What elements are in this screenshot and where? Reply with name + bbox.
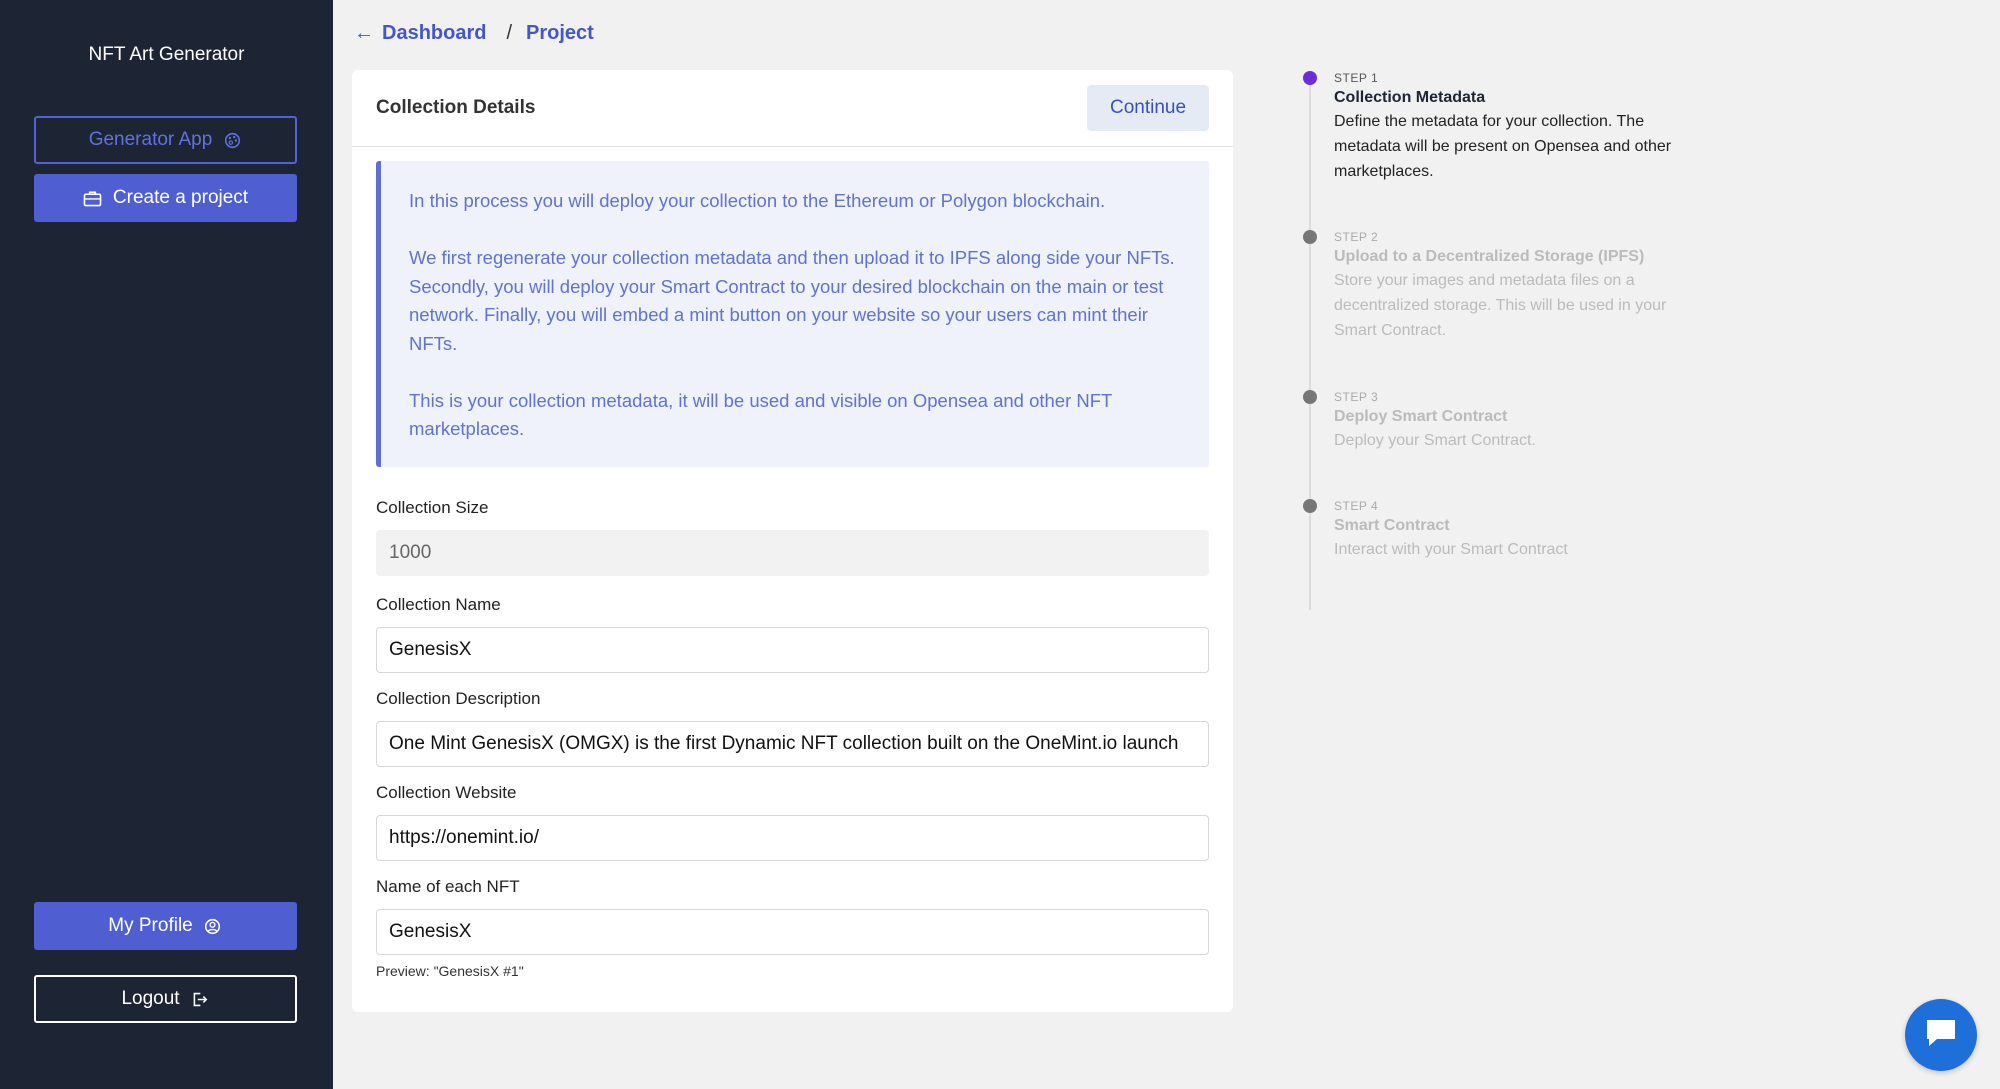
breadcrumb-dashboard[interactable]: Dashboard bbox=[382, 22, 487, 44]
step-number: STEP 4 bbox=[1334, 499, 1379, 513]
breadcrumb-project[interactable]: Project bbox=[526, 22, 594, 44]
card-title: Collection Details bbox=[376, 97, 536, 118]
info-paragraph: We first regenerate your collection metadata and then upload it to IPFS along side your NFTs. Secondly, you will deploy your Smart Contract to your desired blockchain on the main or test network. Finally, you will embed a mint button on your website so your users can mint their NFTs. bbox=[409, 247, 1175, 354]
breadcrumb bbox=[354, 22, 594, 45]
collection-name-label: Collection Name bbox=[376, 595, 501, 614]
step-description: Define the metadata for your collection. The metadata will be present on Opensea and other marketplaces. bbox=[1334, 113, 1672, 180]
palette-icon bbox=[222, 130, 242, 150]
step-dot bbox=[1303, 230, 1317, 244]
logout-label: Logout bbox=[121, 988, 180, 1009]
my-profile-button[interactable] bbox=[34, 902, 297, 950]
collection-website-field[interactable]: https://onemint.io/ bbox=[376, 815, 1209, 861]
step-number: STEP 2 bbox=[1334, 230, 1379, 244]
collection-description-label: Collection Description bbox=[376, 689, 541, 708]
chat-button[interactable] bbox=[1905, 999, 1977, 1071]
arrow-left-icon[interactable]: ← bbox=[354, 22, 374, 44]
step-description: Interact with your Smart Contract bbox=[1334, 541, 1568, 558]
collection-website-label: Collection Website bbox=[376, 783, 517, 802]
nft-name-field[interactable]: GenesisX bbox=[376, 909, 1209, 955]
step-name: Upload to a Decentralized Storage (IPFS) bbox=[1334, 248, 1645, 265]
info-paragraph: This is your collection metadata, it will be used and visible on Opensea and other NFT marketplaces. bbox=[409, 389, 1113, 439]
stepper-line bbox=[1309, 78, 1311, 610]
step-name: Smart Contract bbox=[1334, 517, 1450, 534]
chat-icon bbox=[1923, 1016, 1959, 1055]
collection-details-card bbox=[352, 70, 1233, 1012]
briefcase-icon bbox=[83, 188, 103, 208]
generator-app-button[interactable] bbox=[34, 116, 297, 164]
info-paragraph: In this process you will deploy your collection to the Ethereum or Polygon blockchain. bbox=[409, 190, 1106, 211]
breadcrumb-separator: / bbox=[506, 22, 513, 44]
step-dot bbox=[1303, 390, 1317, 404]
info-box bbox=[376, 161, 1209, 467]
step-name: Deploy Smart Contract bbox=[1334, 408, 1508, 425]
collection-size-field: 1000 bbox=[376, 530, 1209, 576]
logout-icon bbox=[190, 989, 210, 1009]
nft-name-label: Name of each NFT bbox=[376, 877, 520, 896]
generator-app-label: Generator App bbox=[88, 129, 213, 150]
step-dot bbox=[1303, 71, 1317, 85]
step-description: Deploy your Smart Contract. bbox=[1334, 432, 1536, 449]
step-name: Collection Metadata bbox=[1334, 89, 1486, 106]
user-circle-icon bbox=[203, 916, 223, 936]
step-number: STEP 3 bbox=[1334, 390, 1379, 404]
create-project-button[interactable] bbox=[34, 174, 297, 222]
collection-size-label: Collection Size bbox=[376, 498, 489, 517]
create-project-label: Create a project bbox=[112, 187, 249, 208]
logout-button[interactable] bbox=[34, 975, 297, 1023]
my-profile-label: My Profile bbox=[108, 915, 193, 936]
collection-name-field[interactable]: GenesisX bbox=[376, 627, 1209, 673]
nft-name-preview: Preview: "GenesisX #1" bbox=[376, 963, 524, 979]
collection-description-field[interactable]: One Mint GenesisX (OMGX) is the first Dynamic NFT collection built on the OneMint.io launch bbox=[376, 721, 1209, 767]
step-description: Store your images and metadata files on a decentralized storage. This will be used in your Smart Contract. bbox=[1334, 272, 1667, 339]
continue-button[interactable]: Continue bbox=[1087, 85, 1209, 131]
step-dot bbox=[1303, 499, 1317, 513]
app-title: NFT Art Generator bbox=[88, 44, 245, 65]
sidebar bbox=[0, 0, 333, 1089]
card-header bbox=[352, 70, 1233, 147]
step-number: STEP 1 bbox=[1334, 71, 1379, 85]
